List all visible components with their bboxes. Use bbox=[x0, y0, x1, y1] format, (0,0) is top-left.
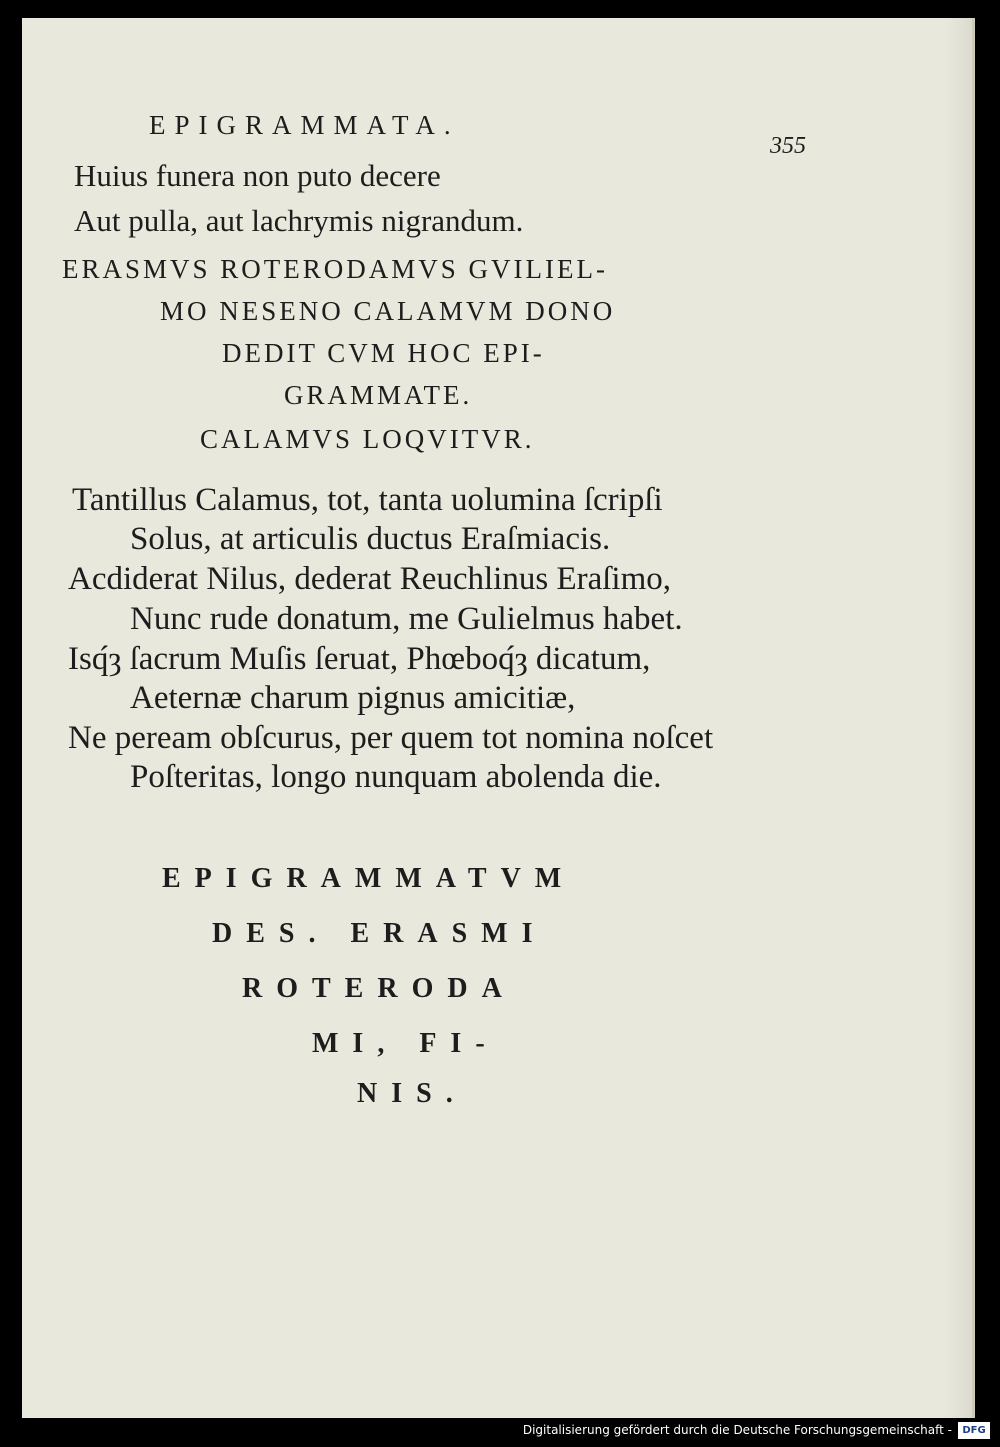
dfg-logo: DFG bbox=[958, 1422, 990, 1439]
colophon-line: ROTERODA bbox=[242, 973, 516, 1004]
poem-line: Poſteritas, longo nunquam abolenda die. bbox=[130, 759, 662, 795]
epigram-title-line: MO NESENO CALAMVM DONO bbox=[160, 296, 616, 326]
colophon-line: EPIGRAMMATVM bbox=[162, 863, 576, 894]
epigram-title-line: DEDIT CVM HOC EPI- bbox=[222, 338, 545, 368]
colophon-line: MI, FI- bbox=[312, 1028, 499, 1059]
poem-line: Acdiderat Nilus, dederat Reuchlinus Eraſimo, bbox=[68, 561, 671, 597]
poem-line: Solus, at articulis ductus Eraſmiacis. bbox=[130, 521, 611, 557]
poem-line: Isq́ȝ ſacrum Muſis ſeruat, Phœboq́ȝ dicatum, bbox=[68, 641, 651, 677]
colophon-line: NIS. bbox=[357, 1078, 467, 1109]
epigram-title-line: ERASMVS ROTERODAMVS GVILIEL- bbox=[62, 254, 609, 284]
poem-line: Ne peream obſcurus, per quem tot nomina noſcet bbox=[68, 720, 714, 756]
intro-line: Huius funera non puto decere bbox=[74, 158, 441, 193]
poem-line: Nunc rude donatum, me Gulielmus habet. bbox=[130, 601, 683, 637]
poem-line: Aeternæ charum pignus amicitiæ, bbox=[130, 680, 576, 716]
intro-line: Aut pulla, aut lachrymis nigrandum. bbox=[74, 203, 524, 238]
page-number: 355 bbox=[770, 133, 806, 159]
running-title: EPIGRAMMATA. bbox=[149, 110, 460, 140]
funding-credit: Digitalisierung gefördert durch die Deutsche Forschungsgemeinschaft - bbox=[522, 1423, 952, 1437]
subtitle: CALAMVS LOQVITVR. bbox=[200, 424, 535, 454]
colophon-line: DES. ERASMI bbox=[212, 918, 547, 949]
book-page bbox=[22, 18, 975, 1418]
footer-bar bbox=[0, 1418, 1000, 1447]
epigram-title-line: GRAMMATE. bbox=[284, 380, 473, 410]
page-edge-shadow bbox=[946, 18, 972, 1418]
poem-line: Tantillus Calamus, tot, tanta uolumina ſcripſi bbox=[72, 482, 663, 518]
